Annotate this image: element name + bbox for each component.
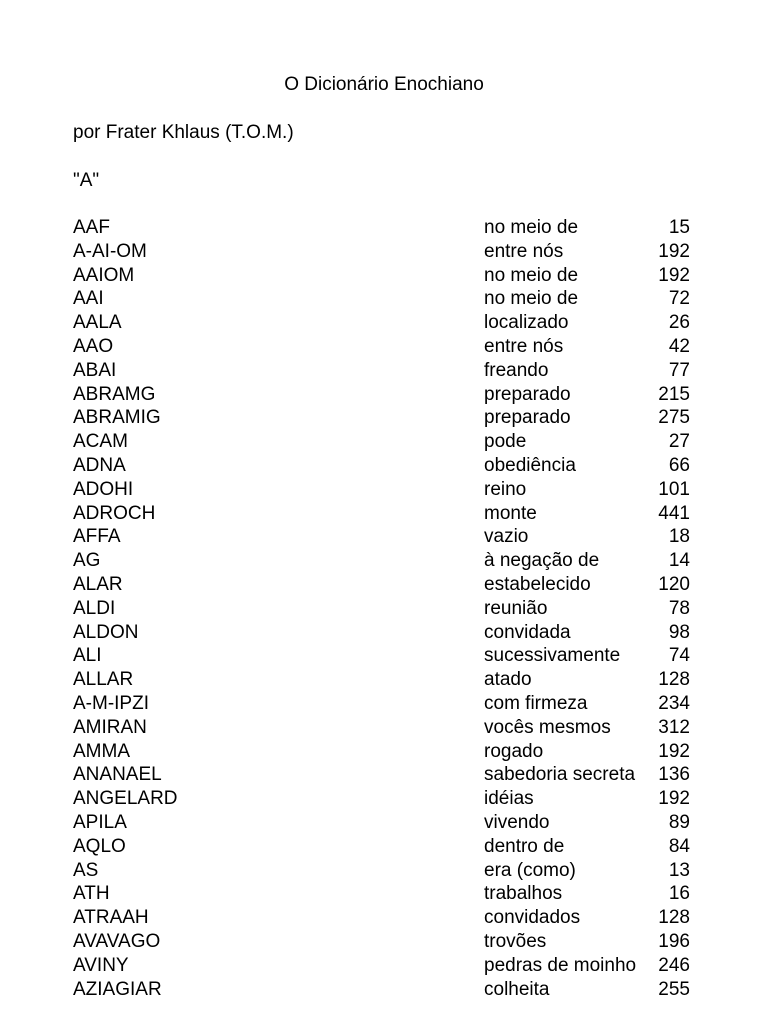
- entry-meaning: sabedoria secreta: [484, 764, 636, 786]
- entry-number: 312: [658, 716, 690, 738]
- entry-number: 255: [658, 978, 690, 1000]
- entry-number: 246: [658, 954, 690, 976]
- entry-word: A-AI-OM: [73, 240, 147, 262]
- entry-word: ADOHI: [73, 478, 134, 500]
- entry-number: 192: [658, 740, 690, 762]
- entry-word: ACAM: [73, 431, 128, 453]
- entry-meaning: no meio de: [484, 217, 579, 238]
- entry-word: ADROCH: [73, 502, 156, 524]
- dictionary-entry: [73, 692, 693, 716]
- dictionary-entry: [73, 502, 693, 526]
- entry-meaning: preparado: [484, 407, 571, 429]
- dictionary-entry: [73, 740, 693, 764]
- dictionary-entry: [73, 835, 693, 859]
- entry-meaning: vazio: [484, 526, 529, 548]
- entry-meaning: monte: [484, 502, 537, 524]
- entry-meaning: rogado: [484, 740, 544, 762]
- dictionary-entry: [73, 383, 693, 407]
- entry-meaning: reunião: [484, 597, 548, 619]
- entry-meaning: trabalhos: [484, 883, 563, 905]
- entry-meaning: à negação de: [484, 550, 600, 572]
- dictionary-entry-list: [73, 216, 693, 1001]
- entry-word: ALLAR: [73, 669, 134, 691]
- entry-number: 42: [668, 335, 690, 357]
- entry-number: 89: [668, 811, 690, 833]
- entry-meaning: estabelecido: [484, 573, 591, 595]
- dictionary-entry: [73, 525, 693, 549]
- entry-meaning: com firmeza: [484, 692, 588, 714]
- entry-word: ANANAEL: [73, 764, 162, 786]
- entry-meaning: vocês mesmos: [484, 716, 611, 738]
- dictionary-entry: [73, 597, 693, 621]
- entry-meaning: freando: [484, 359, 549, 381]
- dictionary-entry: [73, 811, 693, 835]
- entry-meaning: reino: [484, 478, 527, 500]
- entry-meaning: localizado: [484, 312, 569, 334]
- dictionary-entry: [73, 216, 693, 240]
- entry-word: A-M-IPZI: [73, 692, 149, 714]
- entry-word: AAF: [73, 217, 110, 238]
- entry-number: 26: [668, 312, 690, 334]
- entry-number: 27: [668, 431, 690, 453]
- entry-word: AZIAGIAR: [73, 978, 162, 1000]
- entry-meaning: vivendo: [484, 811, 550, 833]
- entry-word: ALDI: [73, 597, 116, 619]
- entry-word: AAI: [73, 288, 104, 310]
- dictionary-entry: [73, 882, 693, 906]
- entry-number: 98: [668, 621, 690, 643]
- dictionary-entry: [73, 954, 693, 978]
- entry-number: 192: [658, 264, 690, 286]
- entry-word: ANGELARD: [73, 788, 178, 810]
- dictionary-entry: [73, 978, 693, 1002]
- entry-word: AAIOM: [73, 264, 135, 286]
- section-heading: "A": [73, 170, 100, 191]
- dictionary-entry: [73, 478, 693, 502]
- entry-number: 196: [658, 930, 690, 952]
- entry-word: ABRAMIG: [73, 407, 161, 429]
- entry-number: 72: [668, 288, 690, 310]
- entry-number: 74: [668, 645, 690, 667]
- entry-word: ADNA: [73, 454, 126, 476]
- dictionary-entry: [73, 287, 693, 311]
- entry-meaning: era (como): [484, 859, 576, 881]
- entry-word: AALA: [73, 312, 122, 334]
- entry-word: APILA: [73, 811, 127, 833]
- entry-number: 128: [658, 907, 690, 929]
- dictionary-entry: [73, 549, 693, 573]
- entry-word: AMMA: [73, 740, 130, 762]
- dictionary-entry: [73, 644, 693, 668]
- dictionary-entry: [73, 930, 693, 954]
- entry-number: 215: [658, 383, 690, 405]
- entry-meaning: preparado: [484, 383, 571, 405]
- dictionary-entry: [73, 763, 693, 787]
- dictionary-entry: [73, 668, 693, 692]
- entry-meaning: colheita: [484, 978, 550, 1000]
- entry-word: ALDON: [73, 621, 139, 643]
- entry-number: 441: [658, 502, 690, 524]
- dictionary-entry: [73, 264, 693, 288]
- entry-number: 84: [668, 835, 690, 857]
- entry-meaning: entre nós: [484, 335, 564, 357]
- entry-number: 120: [658, 573, 690, 595]
- entry-number: 234: [658, 692, 690, 714]
- dictionary-entry: [73, 240, 693, 264]
- entry-meaning: pedras de moinho: [484, 954, 637, 976]
- entry-word: AAO: [73, 335, 114, 357]
- entry-meaning: no meio de: [484, 288, 579, 310]
- entry-word: AQLO: [73, 835, 126, 857]
- document-author: por Frater Khlaus (T.O.M.): [73, 122, 294, 143]
- entry-number: 192: [658, 240, 690, 262]
- entry-number: 16: [668, 883, 690, 905]
- dictionary-entry: [73, 621, 693, 645]
- entry-word: ABAI: [73, 359, 117, 381]
- entry-number: 18: [668, 526, 690, 548]
- entry-number: 15: [668, 217, 690, 238]
- dictionary-entry: [73, 787, 693, 811]
- entry-word: AVAVAGO: [73, 930, 161, 952]
- entry-word: ATH: [73, 883, 110, 905]
- entry-number: 192: [658, 788, 690, 810]
- entry-number: 275: [658, 407, 690, 429]
- entry-word: ALAR: [73, 573, 123, 595]
- entry-word: AFFA: [73, 526, 121, 548]
- dictionary-entry: [73, 454, 693, 478]
- entry-number: 136: [658, 764, 690, 786]
- dictionary-entry: [73, 406, 693, 430]
- dictionary-entry: [73, 359, 693, 383]
- entry-word: ALI: [73, 645, 102, 667]
- entry-meaning: idéias: [484, 788, 534, 810]
- dictionary-entry: [73, 716, 693, 740]
- entry-meaning: pode: [484, 431, 527, 453]
- entry-meaning: atado: [484, 669, 532, 691]
- entry-word: ABRAMG: [73, 383, 156, 405]
- dictionary-entry: [73, 906, 693, 930]
- entry-meaning: convidada: [484, 621, 571, 643]
- entry-number: 77: [668, 359, 690, 381]
- dictionary-entry: [73, 859, 693, 883]
- entry-number: 78: [668, 597, 690, 619]
- entry-meaning: dentro de: [484, 835, 565, 857]
- entry-word: AS: [73, 859, 99, 881]
- entry-meaning: entre nós: [484, 240, 564, 262]
- entry-number: 66: [668, 454, 690, 476]
- entry-meaning: trovões: [484, 930, 547, 952]
- entry-word: AG: [73, 550, 101, 572]
- entry-meaning: obediência: [484, 454, 576, 476]
- entry-meaning: sucessivamente: [484, 645, 621, 667]
- entry-word: AVINY: [73, 954, 129, 976]
- entry-word: ATRAAH: [73, 907, 149, 929]
- entry-meaning: convidados: [484, 907, 581, 929]
- entry-word: AMIRAN: [73, 716, 147, 738]
- entry-meaning: no meio de: [484, 264, 579, 286]
- dictionary-entry: [73, 335, 693, 359]
- dictionary-entry: [73, 573, 693, 597]
- dictionary-entry: [73, 311, 693, 335]
- entry-number: 14: [668, 550, 690, 572]
- dictionary-entry: [73, 430, 693, 454]
- document-title: O Dicionário Enochiano: [284, 74, 484, 95]
- entry-number: 128: [658, 669, 690, 691]
- entry-number: 101: [658, 478, 690, 500]
- entry-number: 13: [668, 859, 690, 881]
